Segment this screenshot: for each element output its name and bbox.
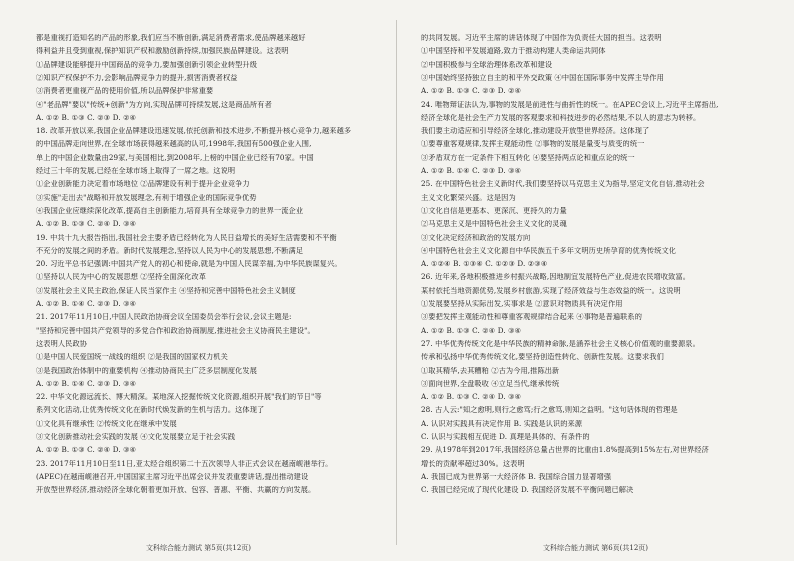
text-line: 都是重视打造知名的产品的形象,我们应当不断创新,满足消费者需求,使品牌越来越好 — [36, 34, 306, 42]
text-line: ①文化自信是更基本、更深沉、更持久的力量 — [421, 206, 567, 215]
text-line: ①发展要坚持从实际出发,实事求是 ②意识对物质具有决定作用 — [421, 300, 623, 308]
right-page-text — [421, 34, 766, 514]
text-line: ③发展社会主义民主政治,保证人民当家作主 ④坚持和完善中国特色社会主义制度 — [36, 286, 296, 295]
text-line: 29. 从1978年到2017年,我国经济总量占世界的比重由1.8%提高到15%左右,对世界经济 — [421, 446, 709, 455]
text-line: ④我国企业应继续深化改革,提高自主创新能力,培育具有全球竞争力的世界一流企业 — [36, 206, 304, 215]
text-line: ④"老品牌"要以"传统+创新"为方向,实现品牌可持续发展,这是商品所有者 — [36, 100, 272, 109]
text-line: ①要尊重客观规律,发挥主观能动性 ②事物的发展是量变与质变的统一 — [421, 140, 645, 149]
text-line: ③要把发挥主观能动性和尊重客观规律结合起来 ④事物是普遍联系的 — [421, 313, 643, 322]
text-line: ③是我国政治体制中的重要机构 ④推动协商民主广泛多层制度化发展 — [36, 366, 258, 375]
text-line: 的中国品牌走向世界,在全球市场获得越来越高的认可,1998年,我国有500强企业入围, — [36, 140, 312, 149]
text-line: 18. 改革开放以来,我国企业品牌建设迅速发展,依托创新和技术进步,不断提升核心竞争力,越来越多 — [36, 127, 352, 136]
text-line: A. ①② B. ①③ C. ②④ D. ③④ — [421, 393, 522, 402]
text-line: ①取其精华,去其糟粕 ②古为今用,推陈出新 — [421, 366, 560, 375]
text-line: 系列文化活动,让优秀传统文化在新时代焕发新的生机与活力。这体现了 — [36, 406, 265, 415]
text-line: ①是中国人民爱国统一战线的组织 ②是我国的国家权力机关 — [36, 353, 228, 362]
text-line: 得利益并且受到重视,保护知识产权和激励创新持续,加强民族品牌建设。这表明 — [36, 47, 289, 56]
text-line: ③中国始终坚持独立自主的和平外交政策 ④中国在国际事务中发挥主导作用 — [421, 73, 664, 82]
text-line: C. 认识与实践相互促进 D. 真理是具体的、有条件的 — [421, 433, 590, 441]
text-line: ①坚持以人民为中心的发展思想 ②坚持全面深化改革 — [36, 273, 206, 282]
text-line: 20. 习近平总书记强调:中国共产党人的初心和使命,就是为中国人民谋幸福,为中华民族谋复兴。 — [36, 260, 342, 269]
text-line: A. 我国已成为世界第一大经济体 B. 我国综合国力显著增强 — [421, 472, 612, 481]
text-line: A. ①②④ B. ①③④ C. ①②③ D. ②③④ — [421, 260, 548, 269]
text-line: "坚持和完善中国共产党领导的多党合作和政治协商制度,推进社会主义协商民主建设"。 — [36, 326, 315, 335]
text-line: 27. 中华优秀传统文化是中华民族的精神命脉,是涵养社会主义核心价值观的重要源泉。 — [421, 339, 700, 348]
text-line: A. ①② B. ①③ C. ②③ D. ②④ — [421, 87, 522, 96]
text-line: ①文化具有继承性 ②传统文化在继承中发展 — [36, 419, 177, 428]
text-line: 19. 中共十九大报告指出,我国社会主要矛盾已经转化为人民日益增长的美好生活需要和不平衡 — [36, 233, 337, 242]
text-line: 的共同发展。习近平主席的讲话体现了中国作为负责任大国的担当。这表明 — [421, 34, 662, 42]
text-line: ②知识产权保护不力,会影响品牌竞争力的提升,损害消费者权益 — [36, 73, 238, 82]
text-line: A. ①② B. ①③ C. ②④ D. ③④ — [36, 446, 137, 455]
text-line: A. 认识对实践具有决定作用 B. 实践是认识的来源 — [421, 419, 583, 428]
text-line: 21. 2017年11月10日,中国人民政治协商会议全国委员会举行会议,会议主题是: — [36, 313, 292, 322]
text-line: 某村依托当地资源优势,发展乡村旅游,实现了经济效益与生态效益的统一。这说明 — [421, 286, 681, 295]
text-line: A. ①② B. ①④ C. ②③ D. ③④ — [36, 300, 137, 308]
text-line: 主义文化繁荣兴盛。这是因为 — [421, 193, 516, 202]
text-line: ③面向世界,全盘吸收 ④立足当代,继承传统 — [421, 379, 560, 388]
text-line: 经过三十年的发展,已经在全球市场上取得了一席之地。这说明 — [36, 167, 236, 175]
text-line: 26. 近年来,各地积极推进乡村振兴战略,因地制宜发展特色产业,促进农民增收致富。 — [421, 273, 691, 282]
text-line: 28. 古人云:"知之愈明,则行之愈笃;行之愈笃,则知之益明。"这句话体现的哲理是 — [421, 406, 678, 415]
text-line: 增长的贡献率超过30%。这表明 — [421, 459, 525, 468]
text-line: ②马克思主义是中国特色社会主义文化的灵魂 — [421, 220, 567, 229]
text-line: 25. 在中国特色社会主义新时代,我们要坚持以马克思主义为指导,坚定文化自信,推动社会 — [421, 180, 705, 189]
left-page-footer: 文科综合能力测试 第5页(共12页) — [145, 544, 252, 552]
text-line: 这表明人民政协 — [36, 339, 88, 348]
left-page-text — [36, 34, 385, 514]
text-line: 不充分的发展之间的矛盾。新时代发展理念,坚持以人民为中心的发展思想,不断满足 — [36, 246, 304, 255]
text-line: 经济全球化是社会生产力发展的客观要求和科技进步的必然结果,不以人的意志为转移。 — [421, 113, 701, 122]
text-line: ②中国积极参与全球治理体系改革和建设 — [421, 60, 553, 69]
text-line: 22. 中华文化源远流长、博大精深。某地深入挖掘传统文化资源,组织开展"我们的节日"等 — [36, 393, 322, 402]
text-line: ③文化决定经济和政治的发展方向 — [421, 233, 531, 242]
text-line: 23. 2017年11月10日至11日,亚太经合组织第二十五次领导人非正式会议在越南岘港举行。 — [36, 459, 333, 468]
text-line: A. ①② B. ①④ C. ②③ D. ③④ — [421, 167, 522, 175]
text-line: 单上的中国企业数量由29家,与美国相比,到2008年,上榜的中国企业已经有70家。中国 — [36, 153, 314, 162]
text-line: ①企业创新能力决定着市场地位 ②品牌建设有利于提升企业竞争力 — [36, 180, 250, 189]
text-line: ③文化创新推动社会实践的发展 ④文化发展要立足于社会实践 — [36, 433, 236, 441]
text-line: 我们要主动适应和引导经济全球化,推动建设开放型世界经济。这体现了 — [421, 127, 650, 136]
text-line: (APEC)在越南岘港召开,中国国家主席习近平出席会议并发表重要讲话,提出推动建设 — [36, 472, 309, 481]
right-page — [397, 0, 794, 561]
text-line: ③消费者更重视产品的使用价值,所以品牌保护非常重要 — [36, 87, 214, 96]
text-line: 传承和弘扬中华优秀传统文化,要坚持创造性转化、创新性发展。这要求我们 — [421, 353, 664, 362]
text-line: ①品牌建设能够提升中国商品的竞争力,要加强创新引领企业转型升级 — [36, 60, 258, 69]
text-line: A. ①② B. ①③ C. ②④ D. ③④ — [421, 326, 522, 335]
text-line: ①中国坚持和平发展道路,致力于推动构建人类命运共同体 — [421, 47, 606, 56]
text-line: ③矛盾双方在一定条件下相互转化 ④要坚持两点论和重点论的统一 — [421, 153, 635, 162]
text-line: ④中国特色社会主义文化源自中华民族五千多年文明历史所孕育的优秀传统文化 — [421, 246, 677, 255]
text-line: ③实施"走出去"战略和开放发展理念,有利于增强企业的国际竞争优势 — [36, 193, 257, 202]
text-line: 开放型世界经济,推动经济全球化朝着更加开放、包容、普惠、平衡、共赢的方向发展。 — [36, 486, 316, 495]
right-page-footer: 文科综合能力测试 第6页(共12页) — [542, 544, 649, 552]
text-line: C. 我国已经完成了现代化建设 D. 我国经济发展不平衡问题已解决 — [421, 486, 634, 495]
text-line: A. ①② B. ①④ C. ②③ D. ③④ — [36, 379, 137, 388]
text-line: A. ①② B. ①③ C. ②④ D. ③④ — [36, 220, 137, 229]
text-line: A. ①② B. ①③ C. ②③ D. ②④ — [36, 113, 137, 122]
text-line: 24. 唯物辩证法认为,事物的发展是前进性与曲折性的统一。在APEC会议上,习近平主席指出, — [421, 100, 719, 109]
